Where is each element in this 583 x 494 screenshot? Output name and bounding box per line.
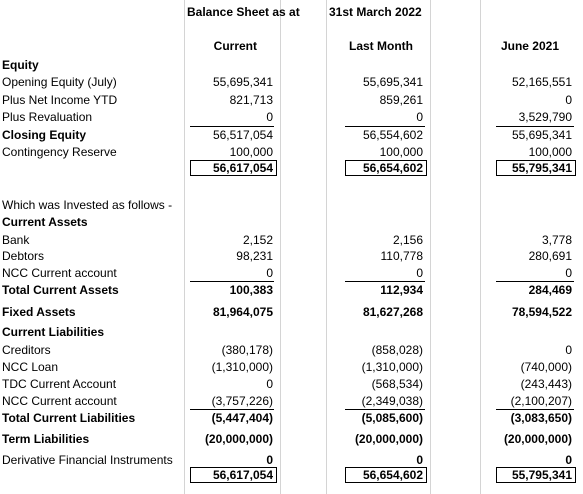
value-current: 100,000	[229, 145, 273, 159]
grand-total-june-2021: 55,795,341	[511, 468, 572, 482]
grand-total-current: 56,617,054	[212, 468, 273, 482]
row-label-total-current-assets: Total Current Assets	[2, 283, 119, 297]
subtotal-rule	[190, 126, 274, 127]
title-left: Balance Sheet as at	[187, 5, 300, 19]
value-current: 0	[266, 453, 273, 467]
row-label: NCC Loan	[2, 360, 59, 374]
value-june-2021: (20,000,000)	[503, 432, 572, 446]
value-last-month: 0	[416, 266, 423, 280]
row-label: Contingency Reserve	[2, 145, 117, 159]
column-gridline	[326, 0, 327, 494]
subtotal-rule	[190, 409, 274, 410]
invested-intro: Which was Invested as follows -	[2, 198, 173, 212]
value-current: 81,964,075	[212, 305, 273, 319]
value-june-2021: (243,443)	[520, 377, 572, 391]
value-current: 0	[266, 377, 273, 391]
value-last-month: 859,261	[379, 93, 423, 107]
row-label: Opening Equity (July)	[2, 75, 117, 89]
value-june-2021: 0	[565, 343, 572, 357]
value-current: 0	[266, 266, 273, 280]
value-last-month: (2,349,038)	[361, 394, 423, 408]
value-current: 100,383	[229, 283, 273, 297]
value-last-month: 81,627,268	[362, 305, 423, 319]
value-june-2021: 280,691	[528, 249, 572, 263]
column-gridline	[430, 0, 431, 494]
equity-total-current: 56,617,054	[212, 161, 273, 175]
value-last-month: (858,028)	[371, 343, 423, 357]
value-last-month: 0	[416, 110, 423, 124]
equity-total-last-month: 56,654,602	[362, 161, 423, 175]
row-label: NCC Current account	[2, 394, 117, 408]
subtotal-rule	[345, 281, 425, 282]
row-label: Derivative Financial Instruments	[2, 453, 173, 467]
column-header-june-2021: June 2021	[500, 39, 559, 53]
value-june-2021: 100,000	[528, 145, 572, 159]
value-last-month: 2,156	[392, 233, 423, 247]
column-gridline	[184, 0, 185, 494]
row-label: Plus Net Income YTD	[2, 93, 118, 107]
value-june-2021: 0	[565, 266, 572, 280]
section-heading-current-assets: Current Assets	[2, 215, 88, 229]
value-june-2021: (740,000)	[520, 360, 572, 374]
value-june-2021: 78,594,522	[511, 305, 572, 319]
value-last-month: 0	[416, 453, 423, 467]
row-label: Bank	[2, 233, 30, 247]
value-june-2021: 3,529,790	[518, 110, 572, 124]
title-date: 31st March 2022	[329, 5, 422, 19]
row-label: Debtors	[2, 249, 45, 263]
value-june-2021: (2,100,207)	[510, 394, 572, 408]
row-label-total-current-liabilities: Total Current Liabilities	[2, 411, 136, 425]
value-current: (3,757,226)	[211, 394, 273, 408]
value-last-month: 112,934	[380, 283, 423, 297]
row-label-term-liabilities: Term Liabilities	[2, 432, 90, 446]
value-june-2021: 55,695,341	[511, 128, 572, 142]
subtotal-rule	[496, 409, 574, 410]
value-june-2021: 52,165,551	[511, 75, 572, 89]
subtotal-rule	[496, 126, 574, 127]
value-current: (20,000,000)	[204, 432, 273, 446]
subtotal-rule	[190, 281, 274, 282]
value-last-month: 110,778	[380, 249, 423, 263]
subtotal-rule	[345, 409, 425, 410]
value-last-month: 56,554,602	[362, 128, 423, 142]
column-header-last-month: Last Month	[349, 39, 413, 53]
value-current: (380,178)	[221, 343, 273, 357]
value-june-2021: 284,469	[528, 283, 572, 297]
value-june-2021: 0	[565, 453, 572, 467]
value-june-2021: 0	[565, 93, 572, 107]
equity-total-june-2021: 55,795,341	[511, 161, 572, 175]
section-heading-current-liabilities: Current Liabilities	[2, 325, 105, 339]
value-current: 2,152	[242, 233, 273, 247]
value-current: 98,231	[236, 249, 273, 263]
value-last-month: (568,534)	[371, 377, 423, 391]
value-current: 55,695,341	[212, 75, 273, 89]
value-current: (1,310,000)	[211, 360, 273, 374]
row-label: NCC Current account	[2, 266, 117, 280]
subtotal-rule	[496, 281, 574, 282]
column-header-current: Current	[213, 39, 257, 53]
value-current: (5,447,404)	[211, 411, 273, 425]
value-current: 821,713	[229, 93, 273, 107]
value-last-month: 55,695,341	[362, 75, 423, 89]
value-last-month: (5,085,600)	[361, 411, 423, 425]
subtotal-rule	[345, 126, 425, 127]
column-gridline	[480, 0, 481, 494]
value-june-2021: 3,778	[541, 233, 572, 247]
grand-total-last-month: 56,654,602	[362, 468, 423, 482]
value-last-month: 100,000	[379, 145, 423, 159]
value-june-2021: (3,083,650)	[510, 411, 572, 425]
section-heading-equity: Equity	[2, 58, 39, 72]
row-label: Creditors	[2, 343, 51, 357]
row-label: Plus Revaluation	[2, 110, 93, 124]
row-label-closing-equity: Closing Equity	[2, 128, 86, 142]
row-label: TDC Current Account	[2, 377, 117, 391]
value-current: 0	[266, 110, 273, 124]
column-gridline	[280, 0, 281, 494]
value-last-month: (20,000,000)	[354, 432, 423, 446]
value-last-month: (1,310,000)	[361, 360, 423, 374]
row-label-fixed-assets: Fixed Assets	[2, 305, 76, 319]
value-current: 56,517,054	[212, 128, 273, 142]
